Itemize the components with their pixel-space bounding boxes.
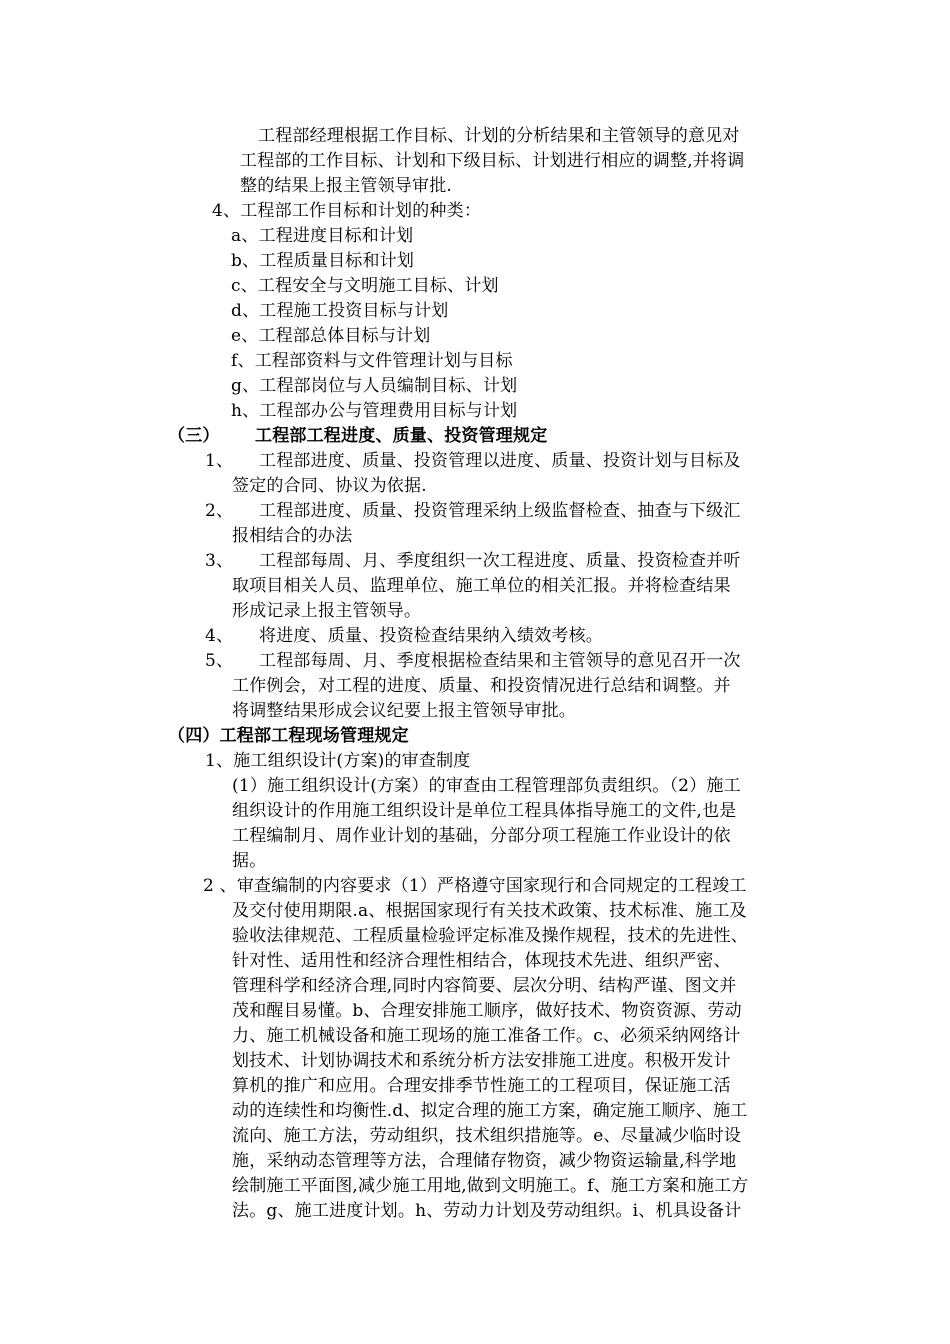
section3-item-number: 4、 [205, 626, 234, 646]
section4-item2-line: 茂和醒目易懂。b、合理安排施工顺序，做好技术、物资资源、劳动 [232, 1001, 742, 1021]
section3-item-number: 1、 [205, 451, 234, 471]
section3-item-line: 工程部每周、月、季度根据检查结果和主管领导的意见召开一次 [259, 651, 741, 671]
section4-item2-line: 施，采纳动态管理等方法，合理储存物资，减少物资运输量,科学地 [232, 1151, 737, 1171]
section4-item2-line: 法。g、施工进度计划。h、劳动力计划及劳动组织。i、机具设备计 [232, 1201, 742, 1221]
section4-item2-line: 动的连续性和均衡性.d、拟定合理的施工方案，确定施工顺序、施工 [232, 1101, 748, 1121]
section3-number: （三） [168, 426, 220, 446]
section4-item2-line: 验收法律规范、工程质量检验评定标准及操作规程，技术的先进性、 [232, 926, 748, 946]
section4-item2-line: 力、施工机械设备和施工现场的施工准备工作。c、必须采纳网络计 [232, 1026, 741, 1046]
section4-item2-line: 及交付使用期限.a、根据国家现行有关技术政策、技术标准、施工及 [232, 901, 747, 921]
section4-item2-line: 算机的推广和应用。合理安排季节性施工的工程项目，保证施工活 [232, 1076, 731, 1096]
intro-line-1: 工程部经理根据工作目标、计划的分析结果和主管领导的意见对 [258, 126, 740, 146]
section4-item1-line: 工程编制月、周作业计划的基础，分部分项工程施工作业设计的依 [232, 826, 731, 846]
section4-item1-line: 据。 [232, 851, 267, 871]
section3-item-line: 将进度、质量、投资检查结果纳入绩效考核。 [259, 626, 603, 646]
section3-item-number: 2、 [205, 501, 234, 521]
section3-item-line: 工程部每周、月、季度组织一次工程进度、质量、投资检查并听 [259, 551, 741, 571]
section3-item-line: 形成记录上报主管领导。 [232, 601, 422, 621]
item4-list-item: c、工程安全与文明施工目标、计划 [231, 276, 499, 296]
item4-list-item: d、工程施工投资目标与计划 [231, 301, 449, 321]
section3-item-line: 取项目相关人员、监理单位、施工单位的相关汇报。并将检查结果 [232, 576, 731, 596]
item4-list-item: b、工程质量目标和计划 [231, 251, 415, 271]
section4-item2-line: 针对性、适用性和经济合理性相结合，体现技术先进、组织严密、 [232, 951, 731, 971]
item4-list-item: f、工程部资料与文件管理计划与目标 [231, 351, 513, 371]
section3-item-line: 将调整结果形成会议纪要上报主管领导审批。 [232, 701, 576, 721]
item4-heading: 4、工程部工作目标和计划的种类： [212, 201, 482, 221]
item4-list-item: h、工程部办公与管理费用目标与计划 [231, 401, 518, 421]
section4-title: （四）工程部工程现场管理规定 [168, 726, 409, 746]
section3-item-line: 工作例会，对工程的进度、质量、和投资情况进行总结和调整。并 [232, 676, 731, 696]
section3-item-number: 5、 [205, 651, 234, 671]
section3-item-line: 报相结合的办法 [232, 526, 353, 546]
intro-line-2: 工程部的工作目标、计划和下级目标、计划进行相应的调整,并将调 [240, 151, 745, 171]
section4-item2-line: 管理科学和经济合理,同时内容简要、层次分明、结构严谨、图文并 [232, 976, 737, 996]
intro-line-3: 整的结果上报主管领导审批. [240, 176, 453, 196]
section4-item1-line: (1）施工组织设计(方案）的审查由工程管理部负责组织。（2）施工 [232, 776, 741, 796]
section3-item-line: 签定的合同、协议为依据. [232, 476, 427, 496]
section3-title: 工程部工程进度、质量、投资管理规定 [255, 426, 548, 446]
item4-list-item: a、工程进度目标和计划 [231, 226, 414, 246]
section4-item1-line: 组织设计的作用施工组织设计是单位工程具体指导施工的文件,也是 [232, 801, 737, 821]
section4-item2-line: 划技术、计划协调技术和系统分析方法安排施工进度。积极开发计 [232, 1051, 731, 1071]
section4-item1-heading: 1、施工组织设计(方案)的审查制度 [205, 751, 471, 771]
item4-list-item: g、工程部岗位与人员编制目标、计划 [231, 376, 518, 396]
section3-item-number: 3、 [205, 551, 234, 571]
section4-item2-heading: 2 、审查编制的内容要求（1）严格遵守国家现行和合同规定的工程竣工 [203, 876, 747, 896]
item4-list-item: e、工程部总体目标与计划 [231, 326, 431, 346]
section3-item-line: 工程部进度、质量、投资管理以进度、质量、投资计划与目标及 [259, 451, 741, 471]
section4-item2-line: 绘制施工平面图,减少施工用地,做到文明施工。f、施工方案和施工方 [232, 1176, 749, 1196]
section4-item2-line: 流向、施工方法，劳动组织，技术组织措施等。e、尽量减少临时设 [232, 1126, 742, 1146]
section3-item-line: 工程部进度、质量、投资管理采纳上级监督检查、抽查与下级汇 [259, 501, 741, 521]
